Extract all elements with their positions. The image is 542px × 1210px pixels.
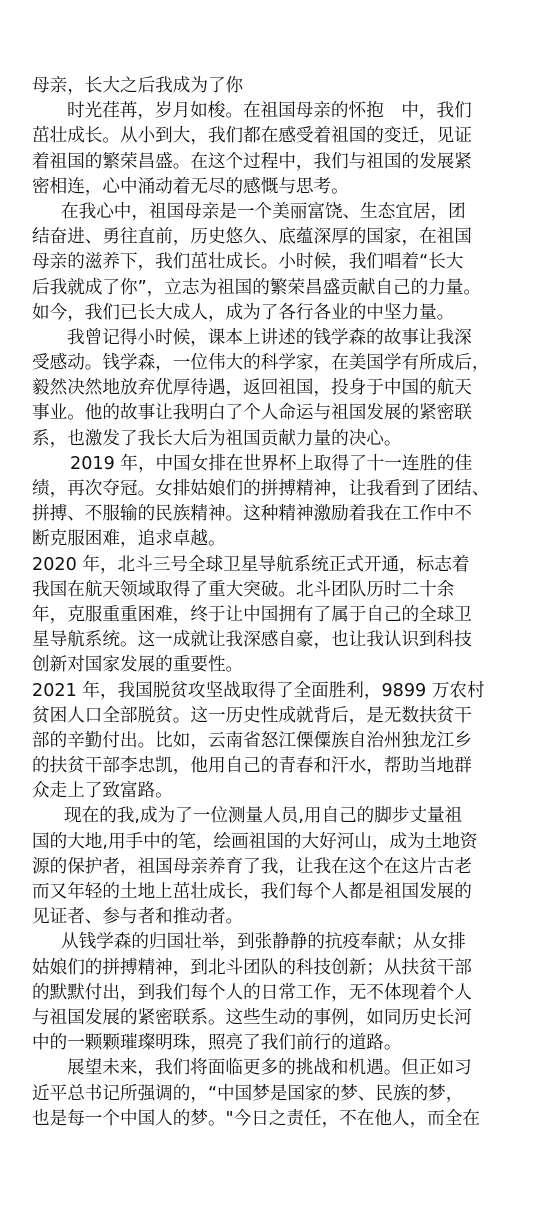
document-body: [32, 74, 520, 1132]
paragraph-4-line: 绩，再次夺冠。女排姑娘们的拼搏精神，让我看到了团结、: [32, 479, 490, 499]
paragraph-7-line: 而又年轻的土地上茁壮成长，我们每个人都是祖国发展的: [32, 882, 472, 902]
paragraph-5-line: 创新对国家发展的重要性。: [32, 655, 244, 676]
paragraph-5-line: 2020 年，北斗三号全球卫星导航系统正式开通，标志着: [32, 554, 470, 575]
paragraph-2-line: 母亲的滋养下，我们茁壮成长。小时候，我们唱着“长大: [32, 252, 464, 273]
paragraph-7-line: 国的大地,用手中的笔，绘画祖国的大好河山，成为土地资: [32, 831, 478, 852]
paragraph-8-line: 与祖国发展的紧密联系。这些生动的事例，如同历史长河: [32, 1007, 472, 1028]
paragraph-6-line: 部的辛勤付出。比如，云南省怒江傈僳族自治州独龙江乡: [32, 730, 472, 751]
paragraph-3-line: 毅然决然地放弃优厚待遇，返回祖国，投身于中国的航天: [32, 378, 472, 399]
paragraph-3-line: 受感动。钱学森，一位伟大的科学家，在美国学有所成后，: [32, 353, 490, 374]
paragraph-6-line: 贫困人口全部脱贫。这一历史性成就背后，是无数扶贫干: [32, 705, 472, 726]
paragraph-6-line: 2021 年，我国脱贫攻坚战取得了全面胜利，9899 万农村: [32, 680, 485, 701]
paragraph-1-line: 密相连，心中涌动着无尽的感慨与思考。: [32, 176, 349, 197]
paragraph-8-line: 中的一颗颗璀璨明珠，照亮了我们前行的道路。: [32, 1033, 402, 1054]
paragraph-7-line: 见证者、参与者和推动者。: [32, 907, 244, 928]
paragraph-8-line: 的默默付出，到我们每个人的日常工作，无不体现着个人: [32, 982, 472, 1003]
paragraph-5-line: 年，克服重重困难，终于让中国拥有了属于自己的全球卫: [32, 604, 472, 625]
paragraph-3-line: 事业。他的故事让我明白了个人命运与祖国发展的紧密联: [32, 403, 472, 424]
paragraph-1-line: 茁壮成长。从小到大，我们都在感受着祖国的变迁，见证: [32, 126, 472, 147]
document-title: 母亲，长大之后我成为了你: [32, 76, 244, 96]
paragraph-8-line: 姑娘们的拼搏精神，到北斗团队的科技创新；从扶贫干部: [32, 957, 472, 978]
paragraph-9-line: 展望未来，我们将面临更多的挑战和机遇。但正如习: [67, 1058, 472, 1079]
paragraph-5-line: 我国在航天领域取得了重大突破。北斗团队历时二十余: [32, 579, 455, 600]
paragraph-9-line: 也是每一个中国人的梦。"今日之责任，不在他人，而全在: [32, 1108, 480, 1129]
paragraph-3-line: 系，也激发了我长大后为祖国贡献力量的决心。: [32, 428, 402, 449]
paragraph-7-line: 现在的我,成为了一位测量人员,用自己的脚步丈量祖: [64, 806, 463, 827]
paragraph-3-line: 我曾记得小时候，课本上讲述的钱学森的故事让我深: [67, 327, 472, 348]
paragraph-5-line: 星导航系统。这一成就让我深感自豪，也让我认识到科技: [32, 630, 472, 651]
paragraph-2-line: 在我心中，祖国母亲是一个美丽富饶、生态宜居，团: [61, 201, 466, 222]
paragraph-2-line: 结奋进、勇往直前，历史悠久、底蕴深厚的国家，在祖国: [32, 227, 472, 248]
paragraph-9-line: 近平总书记所强调的，“中国梦是国家的梦、民族的梦，: [32, 1083, 464, 1104]
paragraph-4-line: 断克服困难，追求卓越。: [32, 529, 226, 550]
paragraph-8-line: 从钱学森的归国壮举，到张静静的抗疫奉献；从女排: [61, 932, 466, 953]
paragraph-6-line: 众走上了致富路。: [32, 781, 173, 802]
paragraph-4-line: 拼搏、不服输的民族精神。这种精神激励着我在工作中不: [32, 504, 472, 525]
paragraph-1-line: 着祖国的繁荣昌盛。在这个过程中，我们与祖国的发展紧: [32, 151, 472, 172]
paragraph-7-line: 源的保护者，祖国母亲养育了我，让我在这个在这片古老: [32, 856, 472, 877]
paragraph-2-line: 后我就成了你”，立志为祖国的繁荣昌盛贡献自己的力量。: [32, 277, 481, 298]
paragraph-6-line: 的扶贫干部李忠凯，他用自己的青春和汗水，帮助当地群: [32, 756, 472, 777]
paragraph-4-line: 2019 年，中国女排在世界杯上取得了十一连胜的佳: [70, 453, 473, 474]
paragraph-1-line: 时光荏苒，岁月如梭。在祖国母亲的怀抱 中，我们: [67, 101, 472, 122]
paragraph-2-line: 如今，我们已长大成人，成为了各行各业的中坚力量。: [32, 302, 455, 323]
